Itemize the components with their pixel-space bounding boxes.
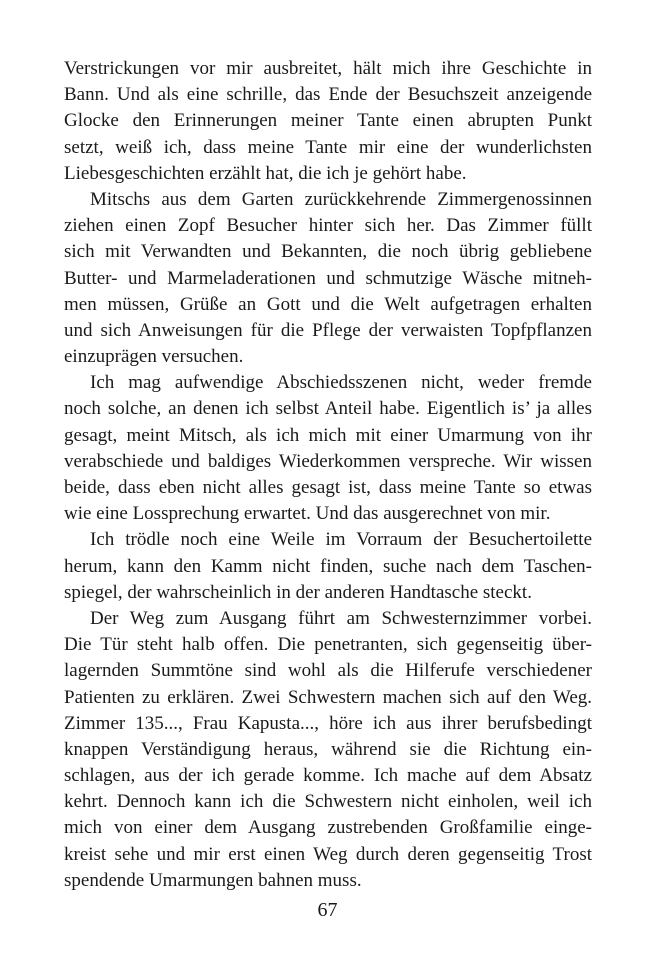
text-line: einzuprägen versuchen. <box>64 346 244 368</box>
text-line: ziehen einen Zopf Besucher hinter sich her. Das Zimmer füllt <box>64 215 592 237</box>
paragraph-5 <box>64 606 592 894</box>
text-line: kehrt. Dennoch kann ich die Schwestern nicht einholen, weil ich <box>64 791 592 813</box>
text-line: wie eine Lossprechung erwartet. Und das ausgerechnet von mir. <box>64 503 551 525</box>
text-line: Bann. Und als eine schrille, das Ende der Besuchszeit anzeigende <box>64 84 592 106</box>
text-line: lagernden Summtöne sind wohl als die Hilferufe verschiedener <box>64 660 592 682</box>
text-line: Liebesgeschichten erzählt hat, die ich je gehört habe. <box>64 162 467 184</box>
text-line: men müssen, Grüße an Gott und die Welt aufgetragen erhalten <box>64 293 592 315</box>
text-line: verabschiede und baldiges Wiederkommen verspreche. Wir wissen <box>64 450 592 472</box>
page-number: 67 <box>317 899 338 921</box>
text-line: gesagt, meint Mitsch, als ich mich mit einer Umarmung von ihr <box>64 424 592 446</box>
text-line: spiegel, der wahrscheinlich in der anderen Handtasche steckt. <box>64 581 532 603</box>
text-line: mich von einer dem Ausgang zustrebenden Großfamilie einge- <box>64 817 592 839</box>
text-line: und sich Anweisungen für die Pflege der verwaisten Topfpflanzen <box>64 319 592 341</box>
text-line: kreist sehe und mir erst einen Weg durch deren gegenseitig Trost <box>64 843 592 865</box>
text-line: Der Weg zum Ausgang führt am Schwesternzimmer vorbei. <box>90 607 592 629</box>
text-line: beide, dass eben nicht alles gesagt ist, dass meine Tante so etwas <box>64 477 592 498</box>
text-line: herum, kann den Kamm nicht finden, suche nach dem Taschen- <box>64 555 592 577</box>
text-line: Die Tür steht halb offen. Die penetranten, sich gegenseitig über- <box>64 634 592 656</box>
paragraph-1 <box>64 56 592 187</box>
text-line: Glocke den Erinnerungen meiner Tante einen abrupten Punkt <box>64 110 592 132</box>
text-line: noch solche, an denen ich selbst Anteil habe. Eigentlich is’ ja alles <box>64 398 592 420</box>
text-line: Ich trödle noch eine Weile im Vorraum der Besuchertoilette <box>90 529 592 551</box>
text-line: Verstrickungen vor mir ausbreitet, hält mich ihre Geschichte in <box>64 58 592 79</box>
text-line: Zimmer 135..., Frau Kapusta..., höre ich aus ihrer berufsbedingt <box>64 712 592 734</box>
text-line: knappen Verständigung heraus, während sie die Richtung ein- <box>64 738 592 760</box>
body-text <box>64 56 592 894</box>
paragraph-4 <box>64 527 592 606</box>
text-line: Patienten zu erklären. Zwei Schwestern machen sich auf den Weg. <box>64 686 592 708</box>
text-line: schlagen, aus der ich gerade komme. Ich mache auf dem Absatz <box>64 765 592 787</box>
text-line: Ich mag aufwendige Abschiedsszenen nicht, weder fremde <box>90 372 592 394</box>
text-line: Butter- und Marmeladerationen und schmutzige Wäsche mitneh- <box>64 267 592 289</box>
paragraph-2 <box>64 187 592 370</box>
text-line: spendende Umarmungen bahnen muss. <box>64 869 362 891</box>
paragraph-3 <box>64 370 592 527</box>
text-line: Mitschs aus dem Garten zurückkehrende Zimmergenossinnen <box>90 188 592 210</box>
text-line: setzt, weiß ich, dass meine Tante mir eine der wunderlichsten <box>64 136 592 158</box>
text-line: sich mit Verwandten und Bekannten, die noch übrig gebliebene <box>64 241 592 263</box>
